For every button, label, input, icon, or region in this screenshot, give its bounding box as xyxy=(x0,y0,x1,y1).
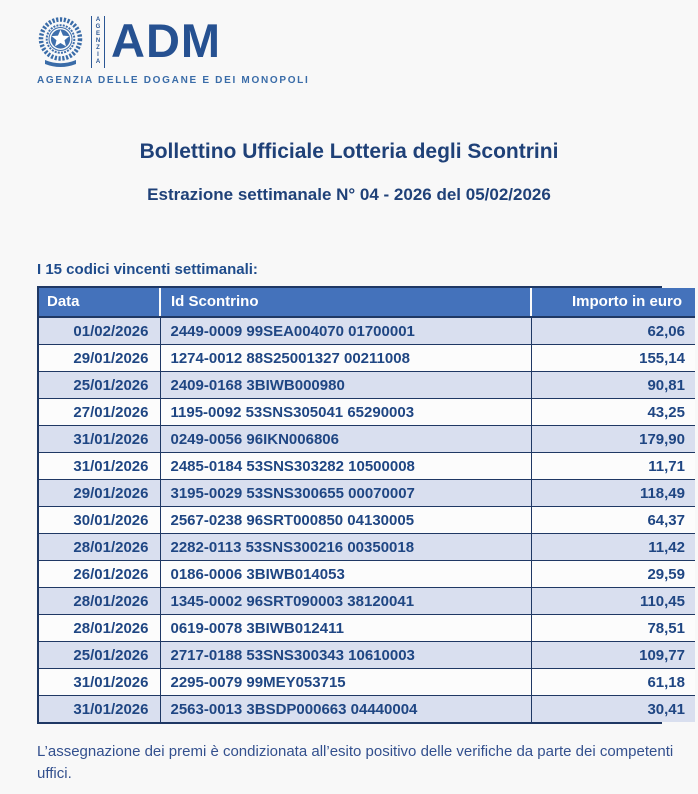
cell-importo: 62,06 xyxy=(531,317,695,345)
cell-data: 28/01/2026 xyxy=(39,534,160,561)
page-subtitle: Estrazione settimanale N° 04 - 2026 del 05/02/2026 xyxy=(147,185,551,204)
column-header-id-scontrino: Id Scontrino xyxy=(160,288,531,317)
table-row xyxy=(39,317,695,345)
footer-note: L’assegnazione dei premi è condizionata all’esito positivo delle verifiche da parte dei competenti uffici. xyxy=(37,743,674,782)
table-row xyxy=(39,480,695,507)
cell-importo: 90,81 xyxy=(531,372,695,399)
cell-importo: 29,59 xyxy=(531,561,695,588)
table-body xyxy=(39,317,695,722)
cell-importo: 110,45 xyxy=(531,588,695,615)
table-row xyxy=(39,345,695,372)
winning-codes-table xyxy=(37,286,685,724)
table-row xyxy=(39,372,695,399)
table-row xyxy=(39,642,695,669)
table-row xyxy=(39,669,695,696)
italy-emblem-icon xyxy=(37,14,84,70)
table-header-row xyxy=(39,288,695,317)
cell-importo: 179,90 xyxy=(531,426,695,453)
cell-data: 31/01/2026 xyxy=(39,453,160,480)
cell-id-scontrino: 0249-0056 96IKN006806 xyxy=(160,426,531,453)
cell-data: 31/01/2026 xyxy=(39,669,160,696)
cell-id-scontrino: 0619-0078 3BIWB012411 xyxy=(160,615,531,642)
cell-data: 31/01/2026 xyxy=(39,426,160,453)
cell-importo: 109,77 xyxy=(531,642,695,669)
cell-importo: 30,41 xyxy=(531,696,695,723)
cell-importo: 64,37 xyxy=(531,507,695,534)
cell-importo: 11,71 xyxy=(531,453,695,480)
cell-importo: 43,25 xyxy=(531,399,695,426)
table-row xyxy=(39,399,695,426)
adm-logo xyxy=(37,14,309,86)
cell-id-scontrino: 2295-0079 99MEY053715 xyxy=(160,669,531,696)
cell-id-scontrino: 1345-0002 96SRT090003 38120041 xyxy=(160,588,531,615)
table-row xyxy=(39,507,695,534)
cell-importo: 61,18 xyxy=(531,669,695,696)
cell-id-scontrino: 2409-0168 3BIWB000980 xyxy=(160,372,531,399)
cell-data: 01/02/2026 xyxy=(39,317,160,345)
cell-id-scontrino: 2717-0188 53SNS300343 10610003 xyxy=(160,642,531,669)
cell-id-scontrino: 1195-0092 53SNS305041 65290003 xyxy=(160,399,531,426)
cell-data: 28/01/2026 xyxy=(39,615,160,642)
column-header-data: Data xyxy=(39,288,160,317)
cell-data: 27/01/2026 xyxy=(39,399,160,426)
table-caption: I 15 codici vincenti settimanali: xyxy=(37,261,258,278)
cell-data: 25/01/2026 xyxy=(39,372,160,399)
cell-data: 29/01/2026 xyxy=(39,480,160,507)
column-header-importo: Importo in euro xyxy=(531,288,695,317)
cell-id-scontrino: 2282-0113 53SNS300216 00350018 xyxy=(160,534,531,561)
cell-id-scontrino: 1274-0012 88S25001327 00211008 xyxy=(160,345,531,372)
cell-id-scontrino: 2485-0184 53SNS303282 10500008 xyxy=(160,453,531,480)
cell-data: 30/01/2026 xyxy=(39,507,160,534)
table-row xyxy=(39,453,695,480)
cell-importo: 118,49 xyxy=(531,480,695,507)
cell-id-scontrino: 2563-0013 3BSDP000663 04440004 xyxy=(160,696,531,723)
logo-subtitle: AGENZIA DELLE DOGANE E DEI MONOPOLI xyxy=(37,75,310,86)
table-row xyxy=(39,588,695,615)
cell-id-scontrino: 0186-0006 3BIWB014053 xyxy=(160,561,531,588)
table-row xyxy=(39,561,695,588)
cell-importo: 11,42 xyxy=(531,534,695,561)
logo-vertical-label: AGENZIA xyxy=(91,16,105,68)
logo-acronym: ADM xyxy=(111,14,222,67)
cell-id-scontrino: 2567-0238 96SRT000850 04130005 xyxy=(160,507,531,534)
cell-data: 28/01/2026 xyxy=(39,588,160,615)
page-title: Bollettino Ufficiale Lotteria degli Scontrini xyxy=(139,140,559,163)
cell-data: 31/01/2026 xyxy=(39,696,160,723)
cell-id-scontrino: 3195-0029 53SNS300655 00070007 xyxy=(160,480,531,507)
cell-data: 25/01/2026 xyxy=(39,642,160,669)
cell-importo: 155,14 xyxy=(531,345,695,372)
table-row xyxy=(39,615,695,642)
cell-data: 26/01/2026 xyxy=(39,561,160,588)
cell-data: 29/01/2026 xyxy=(39,345,160,372)
table-row xyxy=(39,534,695,561)
table-row xyxy=(39,696,695,723)
table-row xyxy=(39,426,695,453)
cell-importo: 78,51 xyxy=(531,615,695,642)
cell-id-scontrino: 2449-0009 99SEA004070 01700001 xyxy=(160,317,531,345)
table-header xyxy=(39,288,695,317)
